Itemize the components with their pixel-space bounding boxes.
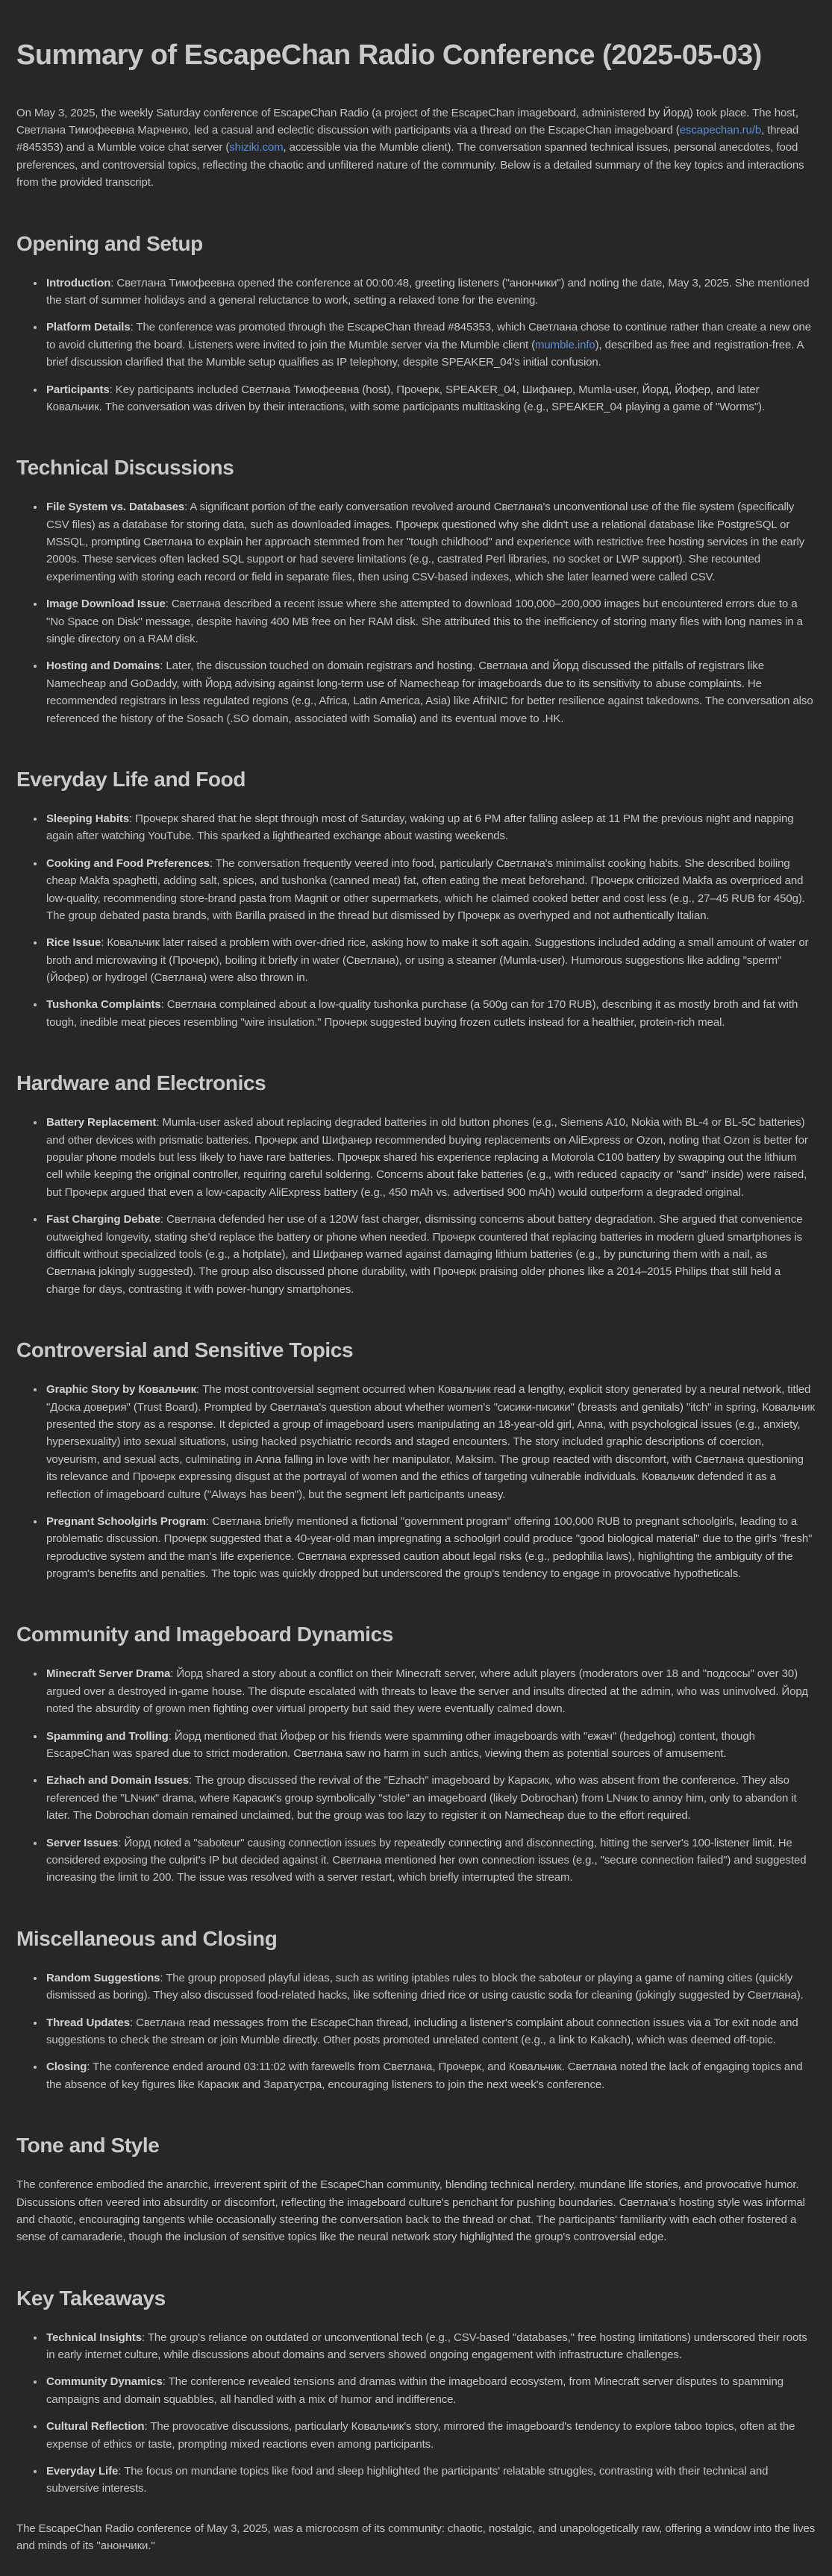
text-segment: : The most controversial segment occurred when Ковальчик read a lengthy, explicit story generated by a neural network, titled "Доска доверия" (Trust Board). Prompted by Светлана's question about whether women's "сисики-писики" (breasts and genitals) "itch" in spring, Ковальчик presented the story as a response. It depicted a group of imageboard users manipulating an 18-year-old girl, Anna, with psychological issues (e.g., anxiety, hypersexuality) into sexual situations, using hacked psychiatric records and staged encounters. The story included graphic descriptions of coercion, voyeurism, and sexual acts, culminating in Anna falling in love with her manipulator, Maksim. The group reacted with discomfort, with Светлана questioning its relevance and Прочерк expressing disgust at the portrayal of women and the ethics of targeting vulnerable individuals. Ковальчик defended it as a reflection of imageboard culture ("Always has been"), but the segment left participants uneasy. xyxy=(46,1383,815,1501)
inline-link[interactable]: mumble.info xyxy=(535,338,595,351)
bullet-item xyxy=(45,319,816,371)
bullet-term: Minecraft Server Drama xyxy=(46,1667,171,1681)
section-heading: Community and Imageboard Dynamics xyxy=(16,1623,393,1646)
bullet-list xyxy=(16,1114,816,1298)
closing-paragraph xyxy=(16,2520,816,2555)
bullet-term: Random Suggestions xyxy=(46,1971,160,1984)
bullet-item xyxy=(45,2418,816,2453)
bullet-item xyxy=(45,2329,816,2364)
text-segment: : Светлана complained about a low-quality tushonka purchase (a 500g can for 170 RUB), describing it as mostly broth and fat with tough, inedible meat pieces resembling "wire insulation." Прочерк suggested buying frozen cutlets instead for a healthier, protein-rich meal. xyxy=(46,998,798,1029)
bullet-term: Platform Details xyxy=(46,321,131,334)
text-segment: : The group discussed the revival of the "Ezhach" imageboard by Карасик, who was absent from the conference. They also referenced the "LNчик" drama, where Карасик's group symbolically "stole" an imageboard (likely Dobrochan) from LNчик to annoy him, only to abandon it later. The Dobrochan domain remained unclaimed, but the group was too lazy to register it on Namecheap due to the effort required. xyxy=(46,1774,797,1823)
bullet-item xyxy=(45,996,816,1031)
page-title: Summary of EscapeChan Radio Conference (2025-05-03) xyxy=(16,40,762,71)
bullet-item xyxy=(45,1665,816,1717)
text-segment: : Прочерк shared that he slept through most of Saturday, waking up at 6 PM after falling asleep at 11 PM the previous night and napping again after watching YouTube. This sparked a lighthearted exchange about wasting weekends. xyxy=(46,812,794,843)
bullet-item xyxy=(45,810,816,845)
bullet-term: Community Dynamics xyxy=(46,2375,163,2389)
text-segment: : Йорд noted a "saboteur" causing connection issues by repeatedly connecting and disconnecting, hitting the server's 100-listener limit. He considered exposing the culprit's IP but decided against it. Светлана mentioned her own connection issues (e.g., "secure connection failed") and suggested increasing the limit to 200. The issue was resolved with a server restart, which briefly interrupted the stream. xyxy=(46,1836,807,1884)
bullet-term: Everyday Life xyxy=(46,2465,119,2478)
bullet-term: Rice Issue xyxy=(46,936,101,950)
bullet-term: Cooking and Food Preferences xyxy=(46,856,210,870)
text-segment: The EscapeChan Radio conference of May 3, 2025, was a microcosm of its community: chaotic, nostalgic, and unapologetically raw, offering a window into the lives and minds of its "анончики." xyxy=(16,2522,816,2553)
bullet-item xyxy=(45,855,816,925)
text-segment: , accessible via the Mumble client). The conversation spanned technical issues, personal anecdotes, food preferences, and controversial topics, reflecting the chaotic and unfiltered nature of the community. Below is a detailed summary of the key topics and interactions from the provided transcript. xyxy=(16,141,804,189)
bullet-item xyxy=(45,2463,816,2498)
section-heading: Key Takeaways xyxy=(16,2286,166,2310)
section-paragraph xyxy=(16,2176,816,2246)
bullet-term: Sleeping Habits xyxy=(46,812,130,825)
bullet-item xyxy=(45,1728,816,1763)
text-segment: : A significant portion of the early conversation revolved around Светлана's unconventional use of the file system (specifically CSV files) as a database for storing data, such as downloaded images. Прочерк questioned why she didn't use a relational database like PostgreSQL or MSSQL, prompting Светлана to explain her approach stemmed from her "tough childhood" and experience with restrictive free hosting services in the early 2000s. These services often lacked SQL support or had severe limitations (e.g., castrated Perl libraries, no socket or LWP support). She recounted experimenting with storing each record or field in separate files, then using CSV-based indexes, which she later learned were called CSV. xyxy=(46,501,805,583)
text-segment: : Ковальчик later raised a problem with over-dried rice, asking how to make it soft again. Suggestions included adding a small amount of water or broth and microwaving it (Прочерк), boiling it briefly in water (Светлана), or using a steamer (Mumla-user). Humorous suggestions like adding "sperm" (Йофер) or hydrogel (Светлана) were also thrown in. xyxy=(46,936,809,985)
section-heading: Controversial and Sensitive Topics xyxy=(16,1338,354,1362)
bullet-item xyxy=(45,2373,816,2408)
text-segment: : The group proposed playful ideas, such as writing iptables rules to block the saboteur or playing a game of naming cities (quickly dismissed as boring). They also discussed food-related hacks, like softening dried rice or using caustic soda for cleaning (jokingly suggested by Светлана). xyxy=(46,1971,804,2002)
bullet-list xyxy=(16,810,816,1031)
section-heading: Everyday Life and Food xyxy=(16,767,246,791)
text-segment: : Mumla-user asked about replacing degraded batteries in old button phones (e.g., Siemens A10, Nokia with BL-4 or BL-5C batteries) and other devices with prismatic batteries. Прочерк and Шифанер recommended buying replacements on AliExpress or Ozon, noting that Ozon is better for popular phone models but less likely to have rare batteries. Прочерк shared his experience replacing a Motorola C100 battery by swapping out the lithium cell while keeping the original controller, requiring careful soldering. Concerns about fake batteries (e.g., with reduced capacity or "sand" inside) were raised, but Прочерк argued that even a low-capacity AliExpress battery (e.g., 450 mAh vs. advertised 900 mAh) would outperform a degraded original. xyxy=(46,1116,808,1199)
text-segment: ), described as free and registration-free. A brief discussion clarified that the Mumble setup qualifies as IP telephony, despite SPEAKER_04's initial confusion. xyxy=(46,338,804,369)
text-segment: : Later, the discussion touched on domain registrars and hosting. Светлана and Йорд discussed the pitfalls of registrars like Namecheap and GoDaddy, with Йорд advising against long-term use of Namecheap for imageboards due to its sensitivity to abuse complaints. He recommended registrars in less regulated regions (e.g., Africa, Latin America, Asia) like AfriNIC for better resilience against takedowns. The conversation also referenced the history of the Sosach (.SO domain, associated with Somalia) and its eventual move to .HK. xyxy=(46,659,813,725)
text-segment: : Светлана defended her use of a 120W fast charger, dismissing concerns about battery degradation. She argued that convenience outweighed longevity, stating she'd replace the battery or phone when needed. Прочерк countered that replacing batteries in modern glued smartphones is difficult without specialized tools (e.g., a hotplate), and Шифанер warned against damaging lithium batteries (e.g., by puncturing them with a nail, as Светлана jokingly suggested). The group also discussed phone durability, with Прочерк praising older phones like a 2014–2015 Philips that still held a charge for days, contrasting it with power-hungry smartphones. xyxy=(46,1213,803,1296)
bullet-item xyxy=(45,381,816,416)
bullet-item xyxy=(45,1211,816,1298)
bullet-list xyxy=(16,275,816,416)
text-segment: : Светлана briefly mentioned a fictional "government program" offering 100,000 RUB to pregnant schoolgirls, leading to a problematic discussion. Прочерк suggested that a 40-year-old man impregnating a schoolgirl could produce "good biological material" due to the girl's "fresh" reproductive system and the man's life experience. Светлана expressed caution about legal risks (e.g., pedophilia laws), highlighting the ambiguity of the program's benefits and penalties. The topic was quickly dropped but underscored the group's tendency to engage in provocative hypotheticals. xyxy=(46,1514,813,1581)
text-segment: : Светлана read messages from the EscapeChan thread, including a listener's complaint about connection issues via a Tor exit node and suggestions to check the stream or join Mumble directly. Other posts promoted unrelated content (e.g., a link to Kakach), which was deemed off-topic. xyxy=(46,2016,798,2046)
bullet-list xyxy=(16,498,816,727)
bullet-list xyxy=(16,1665,816,1886)
text-segment: : Светлана Тимофеевна opened the conference at 00:00:48, greeting listeners ("анончики") and noting the date, May 3, 2025. She mentioned the start of summer holidays and a general reluctance to work, setting a relaxed tone for the evening. xyxy=(46,276,810,307)
text-segment: : The conference ended around 03:11:02 with farewells from Светлана, Прочерк, and Ковальчик. Светлана noted the lack of engaging topics and the absence of key figures like Карасик and Заратустра, encouraging listeners to join the next week's conference. xyxy=(46,2061,803,2091)
bullet-term: Tushonka Complaints xyxy=(46,998,161,1012)
text-segment: , thread #845353) and a Mumble voice chat server ( xyxy=(16,123,799,154)
bullet-item xyxy=(45,1381,816,1503)
intro-paragraph xyxy=(16,104,816,192)
text-segment: : Key participants included Светлана Тимофеевна (host), Прочерк, SPEAKER_04, Шифанер, Mumla-user, Йорд, Йофер, and later Ковальчик. The conversation was driven by their interactions, with some participants multitasking (e.g., SPEAKER_04 playing a game of "Worms"). xyxy=(46,383,766,413)
bullet-term: Graphic Story by Ковальчик xyxy=(46,1383,196,1397)
bullet-term: Thread Updates xyxy=(46,2016,130,2029)
text-segment: On May 3, 2025, the weekly Saturday conference of EscapeChan Radio (a project of the EscapeChan imageboard, administered by Йорд) took place. The host, Светлана Тимофеевна Марченко, led a casual and eclectic discussion with participants via a thread on the EscapeChan imageboard ( xyxy=(16,106,798,137)
bullet-item xyxy=(45,595,816,648)
bullet-term: Cultural Reflection xyxy=(46,2420,145,2434)
section-heading: Opening and Setup xyxy=(16,231,203,255)
bullet-term: Spamming and Trolling xyxy=(46,1729,169,1743)
bullet-item xyxy=(45,2014,816,2049)
bullet-item xyxy=(45,1772,816,1824)
bullet-item xyxy=(45,934,816,986)
sections-container xyxy=(16,231,816,2555)
bullet-term: Introduction xyxy=(46,276,111,289)
bullet-term: Hosting and Domains xyxy=(46,659,160,673)
bullet-item xyxy=(45,1969,816,2005)
bullet-term: Pregnant Schoolgirls Program xyxy=(46,1514,206,1528)
bullet-item xyxy=(45,275,816,310)
bullet-term: Image Download Issue xyxy=(46,598,166,611)
bullet-term: Participants xyxy=(46,383,110,396)
section-heading: Tone and Style xyxy=(16,2134,160,2157)
bullet-item xyxy=(45,1834,816,1887)
text-segment: : The group's reliance on outdated or unconventional tech (e.g., CSV-based "databases," free hosting limitations) underscored their roots in early internet culture, while discussions about domains and servers showed ongoing engagement with infrastructure challenges. xyxy=(46,2331,807,2362)
inline-link[interactable]: shiziki.com xyxy=(229,141,284,154)
section-heading: Miscellaneous and Closing xyxy=(16,1926,278,1950)
bullet-term: Technical Insights xyxy=(46,2331,142,2344)
bullet-item xyxy=(45,2058,816,2093)
text-segment: : The provocative discussions, particularly Ковальчик's story, mirrored the imageboard's tendency to explore taboo topics, often at the expense of ethics or taste, prompting mixed reactions even among participants. xyxy=(46,2420,795,2451)
bullet-term: Fast Charging Debate xyxy=(46,1213,161,1226)
text-segment: The conference embodied the anarchic, irreverent spirit of the EscapeChan community, blending technical nerdery, mundane life stories, and provocative humor. Discussions often veered into absurdity or discomfort, reflecting the imageboard culture's penchant for pushing boundaries. Светлана's hosting style was informal and chaotic, encouraging tangents while occasionally steering the conversation back to the thread or chat. The participants' familiarity with each other fostered a sense of camaraderie, though the inclusion of sensitive topics like the neural network story highlighted the group's controversial edge. xyxy=(16,2178,805,2244)
bullet-item xyxy=(45,1114,816,1201)
text-segment: : The conversation frequently veered into food, particularly Светлана's minimalist cooking habits. She described boiling cheap Makfa spaghetti, adding salt, spices, and tushonka (canned meat) fat, often eating the meat beforehand. Прочерк criticized Makfa as overpriced and low-quality, recommending store-brand pasta from Magnit or other supermarkets, which he claimed cooked better and cost less (e.g., 27–45 RUB for 450g). The group debated pasta brands, with Barilla praised in the thread but dismissed by Прочерк as overhyped and not authentically Italian. xyxy=(46,856,805,922)
bullet-term: Ezhach and Domain Issues xyxy=(46,1774,189,1787)
bullet-list xyxy=(16,2329,816,2498)
section-heading: Technical Discussions xyxy=(16,456,234,480)
bullet-list xyxy=(16,1381,816,1582)
text-segment: : The focus on mundane topics like food and sleep highlighted the participants' relatable struggles, contrasting with their technical and subversive interests. xyxy=(46,2465,769,2495)
text-segment: : The conference was promoted through the EscapeChan thread #845353, which Светлана chose to continue rather than create a new one to avoid cluttering the board. Listeners were invited to join the Mumble server via the Mumble client ( xyxy=(46,321,811,351)
bullet-item xyxy=(45,1513,816,1583)
text-segment: : Светлана described a recent issue where she attempted to download 100,000–200,000 images but encountered errors due to a "No Space on Disk" message, despite having 400 MB free on her RAM disk. She attributed this to the inefficiency of storing many files with long names in a single directory on a RAM disk. xyxy=(46,598,803,646)
inline-link[interactable]: escapechan.ru/b xyxy=(679,123,762,137)
text-segment: : The conference revealed tensions and dramas within the imageboard ecosystem, from Minecraft server disputes to spamming campaigns and domain squabbles, all handled with a mix of humor and indifference. xyxy=(46,2375,783,2406)
section-heading: Hardware and Electronics xyxy=(16,1071,266,1095)
text-segment: : Йорд shared a story about a conflict on their Minecraft server, where adult players (moderators over 18 and "подсосы" over 30) argued over a destroyed in-game house. The dispute escalated with threats to leave the server and insults directed at the admin, who was uninvolved. Йорд noted the absurdity of grown men fighting over virtual property but said they were eventually calmed down. xyxy=(46,1667,808,1716)
text-segment: : Йорд mentioned that Йофер or his friends were spamming other imageboards with "ежач" (hedgehog) content, though EscapeChan was spared due to strict moderation. Светлана saw no harm in such antics, viewing them as potential sources of amusement. xyxy=(46,1729,755,1761)
bullet-item xyxy=(45,657,816,727)
bullet-term: Battery Replacement xyxy=(46,1116,157,1129)
bullet-term: File System vs. Databases xyxy=(46,501,185,514)
bullet-term: Server Issues xyxy=(46,1836,119,1849)
bullet-term: Closing xyxy=(46,2061,87,2074)
bullet-item xyxy=(45,498,816,586)
bullet-list xyxy=(16,1969,816,2093)
